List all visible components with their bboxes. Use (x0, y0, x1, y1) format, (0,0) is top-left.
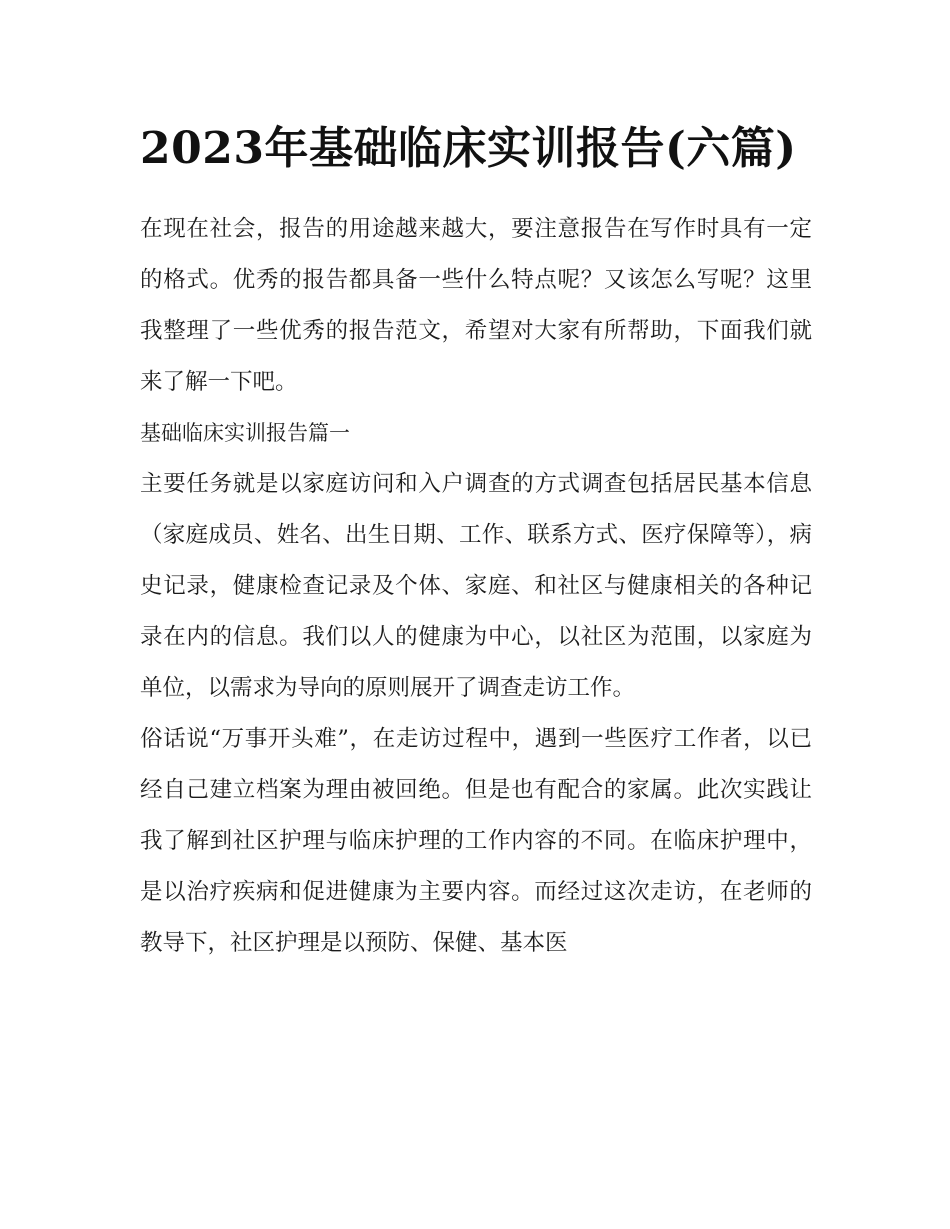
document-title: 2023年基础临床实训报告(六篇) (140, 123, 797, 174)
body-paragraph: 俗话说“万事开头难”，在走访过程中，遇到一些医疗工作者，以已经自己建立档案为理由被回绝。但是也有配合的家属。此次实践让我了解到社区护理与临床护理的工作内容的不同。在临床护理中，是以治疗疾病和促进健康为主要内容。而经过这次走访，在老师的教导下，社区护理是以预防、保健、基本医 (140, 726, 812, 956)
section-heading: 基础临床实训报告篇一 (140, 421, 350, 445)
document-content (140, 112, 812, 969)
document-body (140, 204, 812, 969)
intro-paragraph: 在现在社会，报告的用途越来越大，要注意报告在写作时具有一定的格式。优秀的报告都具备一些什么特点呢？又该怎么写呢？这里我整理了一些优秀的报告范文，希望对大家有所帮助，下面我们就来了解一下吧。 (140, 216, 812, 395)
body-paragraph: 主要任务就是以家庭访问和入户调查的方式调查包括居民基本信息（家庭成员、姓名、出生日期、工作、联系方式、医疗保障等），病史记录，健康检查记录及个体、家庭、和社区与健康相关的各种记录在内的信息。我们以人的健康为中心，以社区为范围，以家庭为单位，以需求为导向的原则展开了调查走访工作。 (140, 471, 812, 701)
